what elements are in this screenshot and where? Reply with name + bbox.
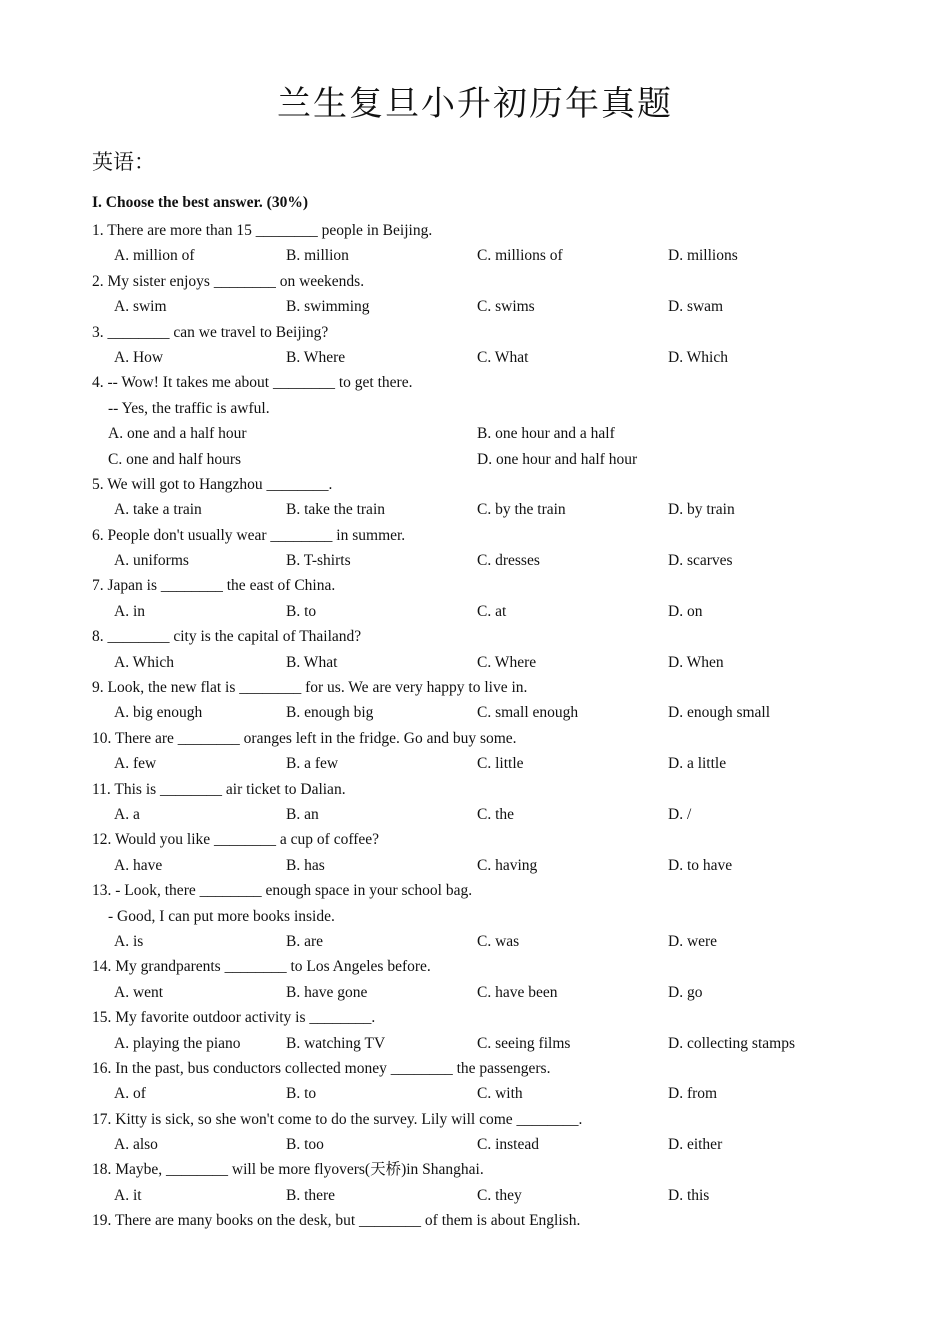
- option-d: D. collecting stamps: [668, 1034, 795, 1052]
- option-d: D. this: [668, 1186, 710, 1204]
- question-stem: 18. Maybe, ________ will be more flyovers(天桥)in Shanghai.: [92, 1161, 484, 1179]
- option-a: A. in: [114, 602, 145, 620]
- option-row: [92, 929, 892, 954]
- question-stem: 19. There are many books on the desk, but ________ of them is about English.: [92, 1212, 581, 1230]
- question-stem: 6. People don't usually wear ________ in summer.: [92, 526, 406, 544]
- option-row: [92, 1132, 892, 1157]
- option-a: A. have: [114, 856, 163, 874]
- question-stem: 2. My sister enjoys ________ on weekends.: [92, 272, 365, 290]
- option-d: D. a little: [668, 755, 727, 773]
- question-list: [92, 218, 892, 1234]
- option-row: [92, 548, 892, 573]
- option-d: D. When: [668, 653, 724, 671]
- option-c: C. swims: [477, 298, 535, 316]
- option-c: C. little: [477, 755, 524, 773]
- option-a: A. big enough: [114, 704, 203, 722]
- option-c: C. small enough: [477, 704, 579, 722]
- option-row: [92, 599, 892, 624]
- option-d: D. /: [668, 805, 692, 823]
- question-stem-continued: - Good, I can put more books inside.: [108, 907, 335, 925]
- option-c: C. dresses: [477, 552, 540, 570]
- option-a: A. one and a half hour: [108, 425, 247, 443]
- option-c: C. one and half hours: [108, 450, 242, 468]
- option-c: C. What: [477, 348, 529, 366]
- option-b: B. an: [286, 805, 319, 823]
- option-b: B. What: [286, 653, 338, 671]
- option-a: A. a: [114, 805, 140, 823]
- question-stem: 1. There are more than 15 ________ people in Beijing.: [92, 222, 433, 239]
- option-d: D. Which: [668, 348, 728, 366]
- option-a: A. Which: [114, 653, 174, 671]
- option-c: C. with: [477, 1085, 523, 1103]
- question-stem: 7. Japan is ________ the east of China.: [92, 577, 336, 595]
- option-d: D. scarves: [668, 552, 733, 570]
- option-c: C. the: [477, 805, 515, 823]
- option-b: B. to: [286, 1085, 317, 1103]
- option-b: B. there: [286, 1186, 336, 1204]
- option-b: B. take the train: [286, 501, 385, 519]
- option-a: A. take a train: [114, 501, 202, 519]
- question-stem: 17. Kitty is sick, so she won't come to do the survey. Lily will come ________.: [92, 1110, 583, 1128]
- option-row: [92, 650, 892, 675]
- option-a: A. it: [114, 1186, 142, 1204]
- question-stem: 9. Look, the new flat is ________ for us. We are very happy to live in.: [92, 679, 528, 697]
- option-row: [92, 853, 892, 878]
- option-b: B. a few: [286, 755, 339, 773]
- option-c: C. having: [477, 856, 538, 874]
- option-d: D. from: [668, 1085, 718, 1103]
- option-c: C. was: [477, 932, 520, 950]
- option-b: B. are: [286, 932, 324, 950]
- option-b: B. too: [286, 1136, 324, 1154]
- question-stem: 5. We will got to Hangzhou ________.: [92, 475, 333, 493]
- option-c: C. have been: [477, 983, 558, 1001]
- question-stem: 14. My grandparents ________ to Los Angeles before.: [92, 958, 431, 976]
- option-c: C. seeing films: [477, 1034, 571, 1052]
- option-row: [92, 345, 892, 370]
- option-row: [92, 980, 892, 1005]
- option-row: [92, 447, 892, 472]
- question-stem: 3. ________ can we travel to Beijing?: [92, 323, 329, 341]
- option-d: D. one hour and half hour: [477, 450, 638, 468]
- option-a: A. playing the piano: [114, 1034, 241, 1052]
- option-d: D. by train: [668, 501, 735, 519]
- option-row: [92, 1183, 892, 1208]
- option-row: [92, 497, 892, 522]
- option-b: B. swimming: [286, 298, 370, 316]
- option-c: C. by the train: [477, 501, 566, 519]
- subject-heading: 英语：: [92, 150, 155, 174]
- question-stem: 10. There are ________ oranges left in the fridge. Go and buy some.: [92, 729, 517, 747]
- option-row: [92, 294, 892, 319]
- option-row: [92, 751, 892, 776]
- question-stem: 4. -- Wow! It takes me about ________ to get there.: [92, 374, 413, 392]
- option-row: [92, 1081, 892, 1106]
- option-b: B. one hour and a half: [477, 425, 615, 443]
- option-b: B. watching TV: [286, 1034, 386, 1052]
- option-c: C. at: [477, 602, 507, 620]
- option-b: B. has: [286, 856, 325, 874]
- option-c: C. they: [477, 1186, 522, 1204]
- option-b: B. T-shirts: [286, 552, 351, 570]
- question-stem: 11. This is ________ air ticket to Dalian.: [92, 780, 346, 798]
- question-stem: 16. In the past, bus conductors collected money ________ the passengers.: [92, 1059, 551, 1077]
- option-row: [92, 243, 892, 268]
- option-b: B. Where: [286, 348, 346, 366]
- option-b: B. have gone: [286, 983, 368, 1001]
- question-stem: 8. ________ city is the capital of Thailand?: [92, 628, 362, 646]
- option-row: [92, 1031, 892, 1056]
- option-d: D. were: [668, 932, 718, 950]
- section-heading: I. Choose the best answer. (30%): [92, 194, 308, 211]
- option-c: C. Where: [477, 653, 537, 671]
- option-row: [92, 700, 892, 725]
- question-stem: 15. My favorite outdoor activity is ________.: [92, 1009, 376, 1027]
- option-a: A. of: [114, 1085, 146, 1103]
- option-d: D. swam: [668, 298, 724, 316]
- option-b: B. to: [286, 602, 317, 620]
- option-c: C. millions of: [477, 247, 563, 265]
- option-a: A. How: [114, 348, 164, 366]
- page-title: 兰生复旦小升初历年真题: [277, 84, 673, 124]
- option-d: D. go: [668, 983, 703, 1001]
- option-a: A. swim: [114, 298, 167, 316]
- option-d: D. millions: [668, 247, 738, 265]
- option-d: D. either: [668, 1136, 723, 1154]
- option-c: C. instead: [477, 1136, 539, 1154]
- option-b: B. million: [286, 247, 349, 265]
- option-a: A. million of: [114, 247, 195, 265]
- option-a: A. is: [114, 932, 144, 950]
- option-d: D. enough small: [668, 704, 771, 722]
- option-a: A. few: [114, 755, 157, 773]
- option-d: D. to have: [668, 856, 733, 874]
- question-stem-continued: -- Yes, the traffic is awful.: [108, 399, 270, 417]
- option-a: A. went: [114, 983, 164, 1001]
- option-a: A. also: [114, 1136, 158, 1154]
- option-d: D. on: [668, 602, 703, 620]
- option-a: A. uniforms: [114, 552, 189, 570]
- question-stem: 13. - Look, there ________ enough space in your school bag.: [92, 882, 473, 900]
- question-stem: 12. Would you like ________ a cup of coffee?: [92, 831, 380, 849]
- option-row: [92, 421, 892, 446]
- option-b: B. enough big: [286, 704, 374, 722]
- option-row: [92, 802, 892, 827]
